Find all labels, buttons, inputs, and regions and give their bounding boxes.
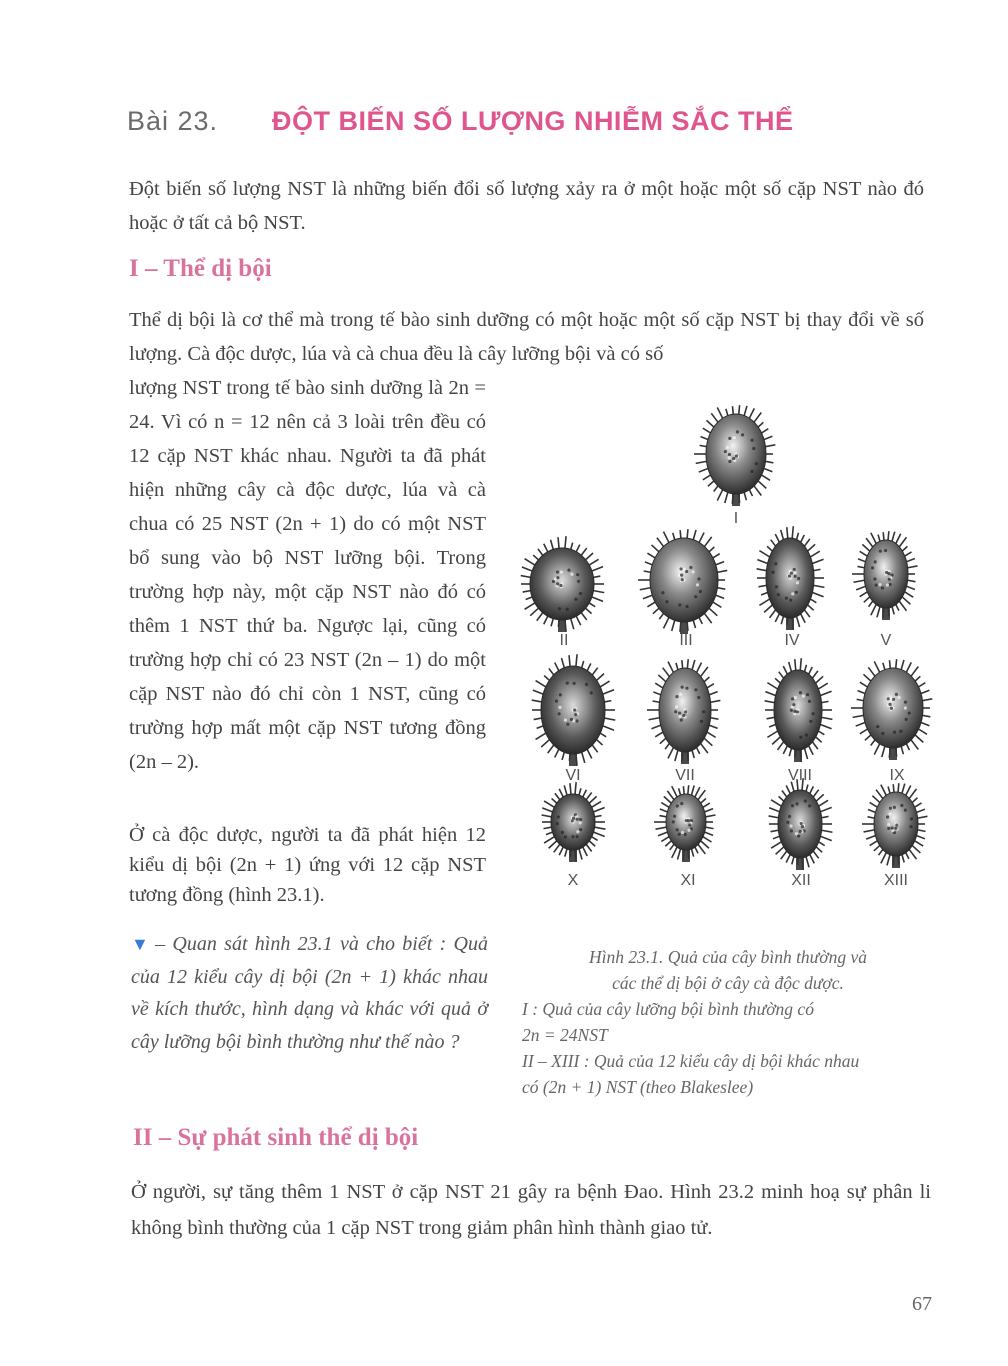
fruit-x	[542, 782, 606, 862]
fruit-label-vii: VII	[675, 767, 695, 784]
caption-line-6: có (2n + 1) NST (theo Blakeslee)	[522, 1077, 754, 1097]
section-1-heading: I – Thể dị bội	[129, 255, 272, 282]
fruit-xii	[769, 778, 833, 870]
fruit-i	[694, 405, 775, 506]
fruit-label-viii: VIII	[787, 767, 812, 784]
section-2-paragraph-1: Ở người, sự tăng thêm 1 NST ở cặp NST 21 gây ra bệnh Đao. Hình 23.2 minh hoạ sự phân li không bình thường của 1 cặp NST trong giảm phân hình thành giao tử.	[131, 1181, 931, 1239]
fruit-v	[852, 531, 917, 620]
caption-line-1: Hình 23.1. Quả của cây bình thường và	[589, 947, 867, 967]
fruit-vi	[532, 654, 616, 766]
fruit-xi	[654, 785, 715, 862]
caption-line-3: I : Quả của cây lưỡng bội bình thường có	[522, 999, 814, 1019]
caption-line-4: 2n = 24NST	[522, 1025, 608, 1045]
lesson-title: ĐỘT BIẾN SỐ LƯỢNG NHIỄM SẮC THỂ	[272, 106, 794, 136]
fruit-label-i: I	[733, 510, 739, 527]
question-text: – Quan sát hình 23.1 và cho biết : Quả của 12 kiểu cây dị bội (2n + 1) khác nhau về kích thước, hình dạng và khác với quả ở cây lưỡng bội bình thường như thế nào ?	[131, 933, 488, 1053]
fruit-ii	[521, 536, 605, 632]
fruit-label-vi: VI	[565, 767, 581, 784]
figure-23-1	[516, 392, 946, 902]
caption-line-5: II – XIII : Quả của 12 kiểu cây dị bội khác nhau	[522, 1051, 860, 1071]
fruit-label-iii: III	[679, 632, 693, 649]
lesson-header	[127, 106, 794, 137]
caption-line-2: các thể dị bội ở cây cà độc dược.	[612, 973, 844, 993]
fruit-iv	[757, 526, 825, 630]
fruit-label-x: X	[567, 872, 579, 889]
fruit-ix	[851, 659, 932, 760]
fruit-label-xii: XII	[791, 872, 811, 889]
fruit-xiii	[862, 783, 927, 868]
fruit-label-iv: IV	[784, 632, 800, 649]
section-1-paragraph-3: Ở cà độc dược, người ta đã phát hiện 12 kiểu dị bội (2n + 1) ứng với 12 cặp NST tương đồng (hình 23.1).	[129, 824, 486, 906]
lesson-number: Bài 23.	[127, 106, 219, 136]
fruit-label-xi: XI	[680, 872, 696, 889]
triangle-down-icon: ▼	[131, 934, 152, 954]
fruit-label-ii: II	[559, 632, 569, 649]
section-1-paragraph-2: lượng NST trong tế bào sinh dưỡng là 2n = 24. Vì có n = 12 nên cả 3 loài trên đều có 12 cặp NST khác nhau. Người ta đã phát hiện những cây cà độc dược, lúa và cà chua có 25 NST (2n + 1) do có một NST bổ sung vào bộ NST lưỡng bội. Trong trường hợp này, một cặp NST nào đó có thêm 1 NST thứ ba. Ngược lại, cũng có trường hợp chỉ có 23 NST (2n – 1) do một cặp NST nào đó chỉ còn 1 NST, cũng có trường hợp mất một cặp NST tương đồng (2n – 2).	[129, 377, 486, 773]
section-1-paragraph-1: Thể dị bội là cơ thể mà trong tế bào sinh dưỡng có một hoặc một số cặp NST bị thay đổi về số lượng. Cà độc dược, lúa và cà chua đều là cây lưỡng bội và có số	[129, 309, 924, 365]
figure-caption	[522, 944, 934, 1100]
fruit-vii	[647, 659, 720, 764]
page-number: 67	[912, 1293, 932, 1315]
fruit-viii	[765, 658, 833, 762]
fruit-iii	[638, 529, 727, 634]
fruit-label-ix: IX	[889, 767, 905, 784]
section-2-heading: II – Sự phát sinh thể dị bội	[133, 1124, 419, 1151]
question-box	[131, 928, 488, 1058]
fruit-label-xiii: XIII	[883, 872, 908, 889]
fruit-label-v: V	[880, 632, 892, 649]
intro-paragraph: Đột biến số lượng NST là những biến đổi số lượng xảy ra ở một hoặc một số cặp NST nào đó hoặc ở tất cả bộ NST.	[129, 178, 924, 234]
